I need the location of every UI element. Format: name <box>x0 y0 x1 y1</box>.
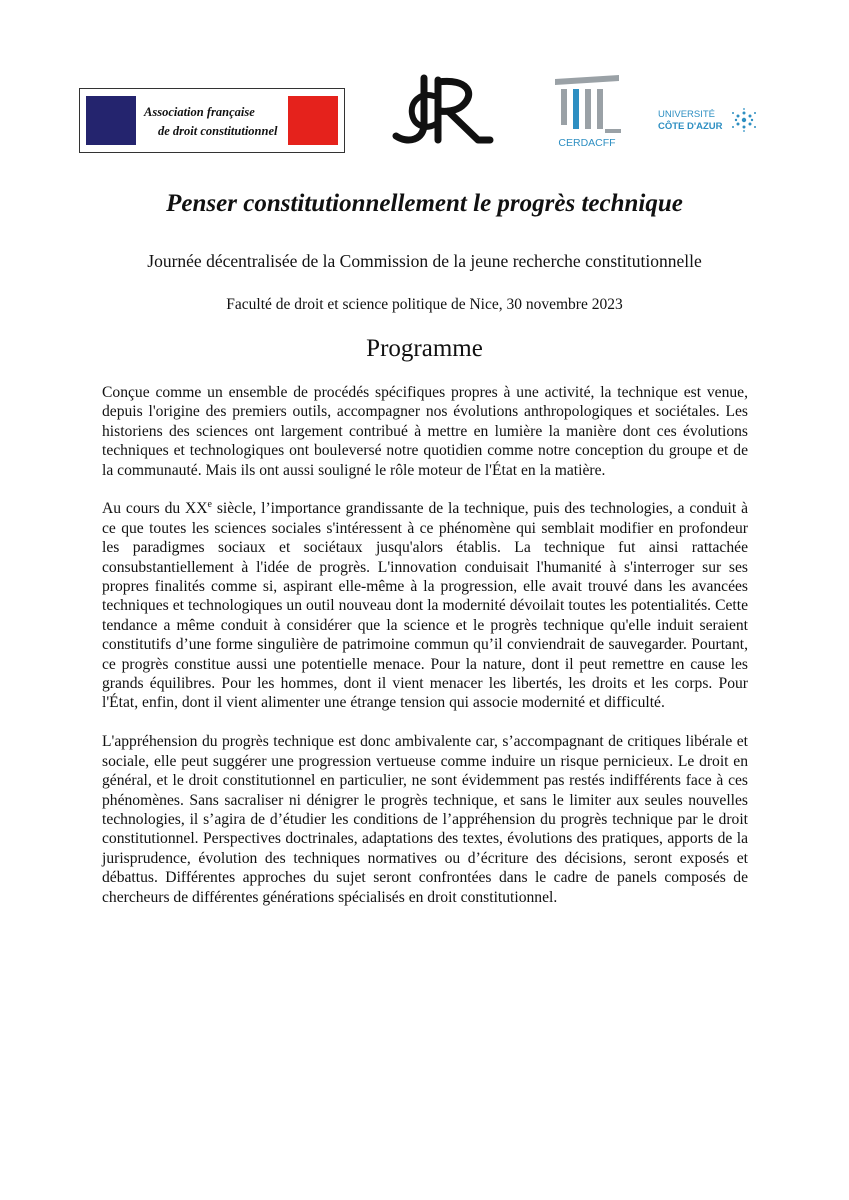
programme-heading: Programme <box>366 335 483 362</box>
paragraph-2-start: Au cours du XX <box>102 500 208 518</box>
afdc-blue-flag-block <box>86 96 136 145</box>
paragraph-3: L'appréhension du progrès technique est donc ambivalente car, s’accompagnant de critiques libérale et sociale, elle peut suggérer une progression vertueuse comme induire un risque pernicieux. Le droit en général, et le droit constitutionnel en particulier, ne sont évidemment pas restés indifférents face à ces phénomènes. Sans sacraliser ni dénigrer le progrès technique, et sans le limiter aux seules nouvelles technologies, il s’agira de d’étudier les conditions de l’appréhension du progrès technique par le droit constitutionnel. Perspectives doctrinales, adaptations des textes, évolutions des pratiques, apports de la jurisprudence, évolution des techniques normatives ou d’écriture des décisions, seront exposés et débattus. Différentes approches du sujet seront confrontées dans le cadre de panels composés de chercheurs de différentes générations spécialisés en droit constitutionnel. <box>102 733 748 906</box>
jcr-monogram-logo <box>390 74 494 146</box>
document-title: Penser constitutionnellement le progrès technique <box>166 190 683 217</box>
uca-dot-cluster-icon <box>732 108 756 132</box>
cerdacff-logo <box>549 73 625 151</box>
document-subtitle: Journée décentralisée de la Commission de la jeune recherche constitutionnelle <box>147 251 702 271</box>
afdc-logo <box>79 88 345 153</box>
universite-cote-azur-logo <box>658 107 758 133</box>
paragraph-2-rest: siècle, l’importance grandissante de la technique, puis des technologies, a conduit à ce que toutes les sciences sociales s'intéressent à ce phénomène qui semblait modifier en profondeur les paradigmes sociaux et sociétaux jusqu'alors établis. La technique fut ainsi rattachée consubstantiellement à l'idée de progrès. L'innovation conduisait l'humanité à s'interroger sur ses propres finalités comme si, aspirant elle-même à la progression, elle avait trouvé dans les avancées techniques et technologiques un outil nouveau dont la modernité dévoilait toutes les potentialités. Cette tendance a même conduit à considérer que la science et le progrès technique qu'elle induit seraient constitutifs d’une forme singulière de patrimoine commun qu’il conviendrait de sauvegarder. Pourtant, ce progrès constitue aussi une potentielle menace. Pour la nature, dont il peut remettre en cause les grands équilibres. Pour les hommes, dont il vient menacer les libertés, les droits et les corps. Pour l'État, enfin, dont il vient alimenter une étrange tension qui associe modernité et difficulté. <box>102 500 748 712</box>
afdc-logo-line1: Association française <box>144 105 255 119</box>
programme-body <box>102 383 748 926</box>
uca-line2: CÔTE D'AZUR <box>658 121 723 132</box>
uca-line1: UNIVERSITÉ <box>658 109 716 120</box>
paragraph-2-superscript: e <box>207 499 212 511</box>
afdc-logo-line2: de droit constitutionnel <box>158 124 278 138</box>
paragraph-2 <box>102 499 748 712</box>
paragraph-1: Conçue comme un ensemble de procédés spécifiques propres à une activité, la technique est venue, depuis l'origine des premiers outils, accompagner nos évolutions anthropologiques et sociétales. Les historiens des sciences ont largement contribué à mettre en lumière la manière dont ces évolutions techniques et technologiques ont bouleversé notre quotidien comme notre conception du groupe et de la communauté. Mais ils ont aussi souligné le rôle moteur de l'État en la matière. <box>102 384 748 479</box>
cerdacff-label: CERDACFF <box>558 137 616 149</box>
afdc-red-flag-block <box>288 96 338 145</box>
venue-date-line: Faculté de droit et science politique de Nice, 30 novembre 2023 <box>226 296 623 313</box>
